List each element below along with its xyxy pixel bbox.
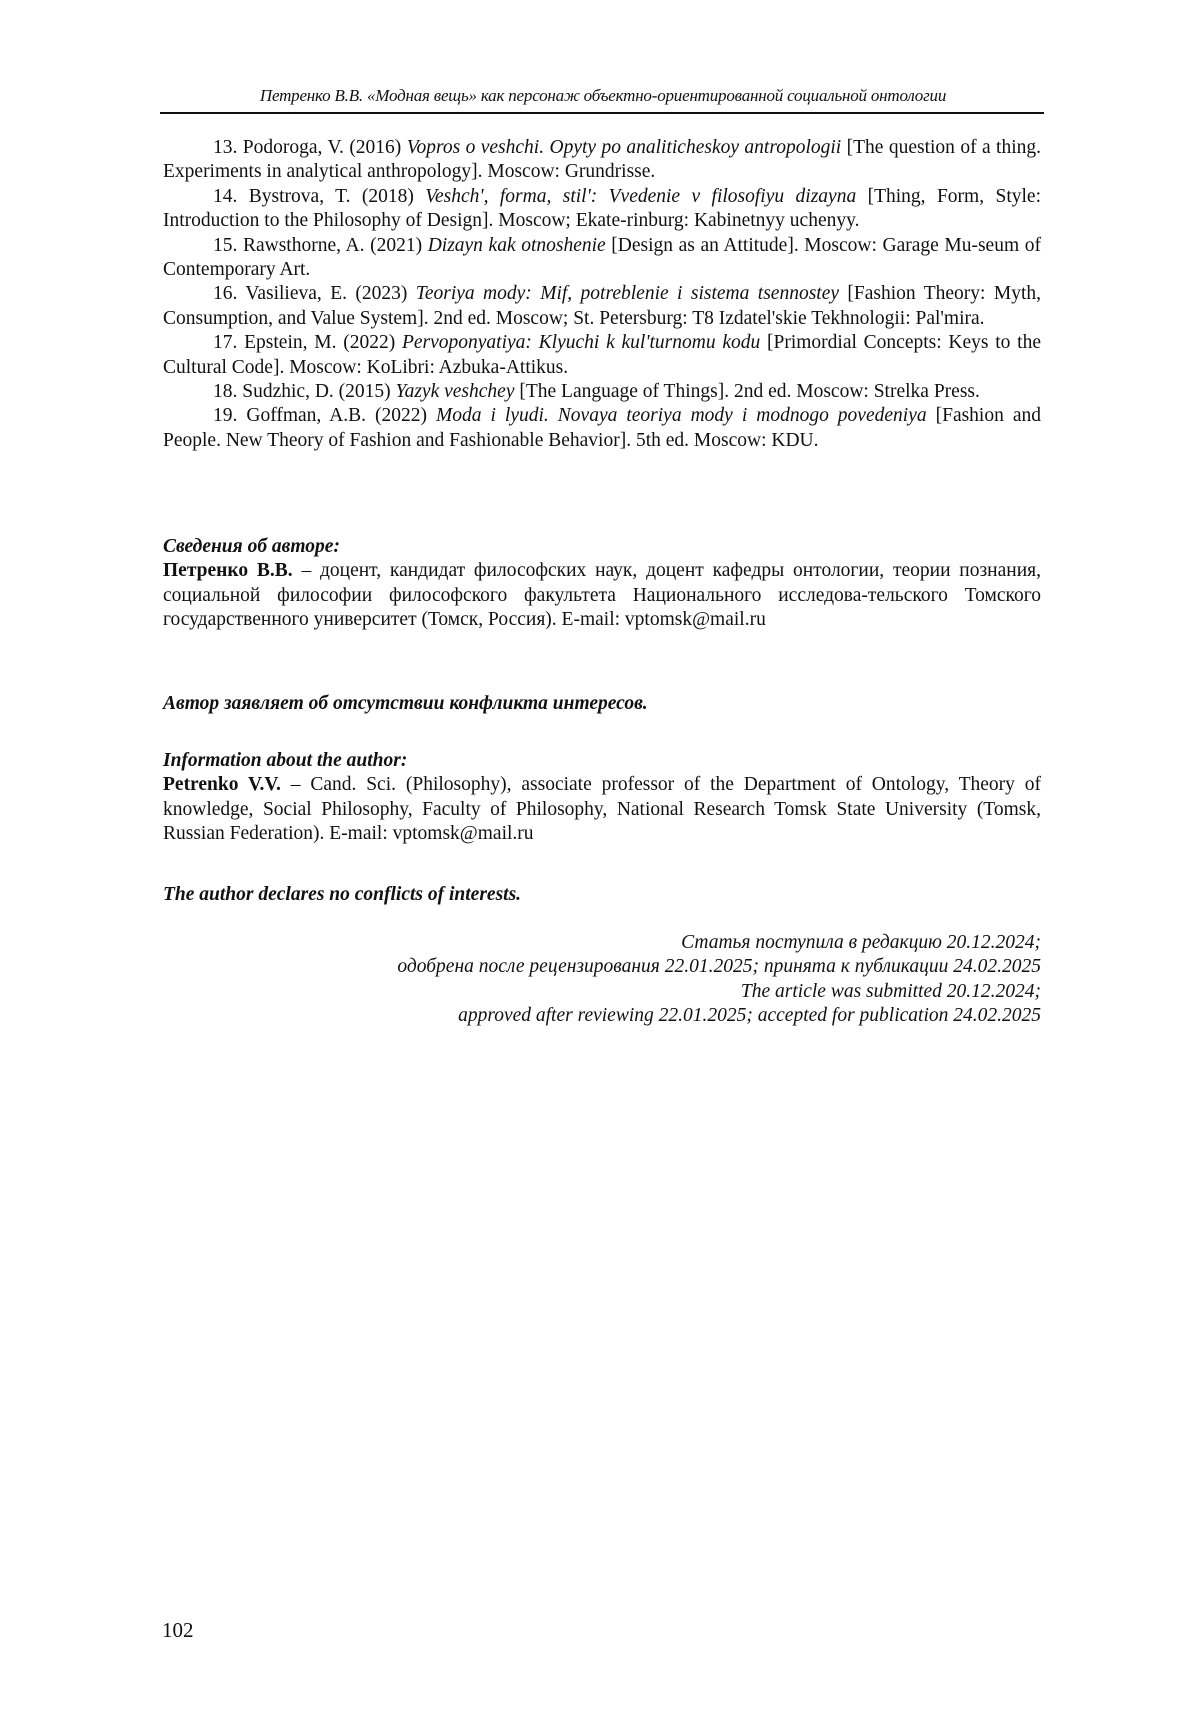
author-info-ru-heading: Сведения об авторе: <box>163 536 340 557</box>
ref-title: Yazyk veshchey <box>395 381 515 403</box>
ref-details: [Fashion Theory: Myth, Consumption, and Value System]. 2nd ed. Moscow; St. Petersburg: T8 Izdatel'skie Tekhnologii: Pal'mira. <box>163 283 1041 329</box>
author-info-en-heading: Information about the author: <box>163 750 408 771</box>
ref-details: [Fashion and People. New Theory of Fashion and Fashionable Behavior]. 5th ed. Moscow: KDU. <box>163 405 1042 451</box>
ref-author: 15. Rawsthorne, A. (2021) <box>213 234 428 256</box>
ref-author: 19. Goffman, A.B. (2022) <box>213 405 437 427</box>
ref-title: Vopros o veshchi. Opyty po analiticheskoy antropologii <box>406 137 842 158</box>
date-line: Статья поступила в редакцию 20.12.2024; <box>681 932 1041 953</box>
ref-title: Dizayn kak otnoshenie <box>427 234 606 256</box>
ref-details: [Design as an Attitude]. Moscow: Garage Mu-seum of Contemporary Art. <box>163 234 1041 281</box>
running-head: Петренко В.В. «Модная вещь» как персонаж объектно-ориентированной социальной онтологии <box>259 86 947 105</box>
ref-details: [Thing, Form, Style: Introduction to the Philosophy of Design]. Moscow; Ekate-rinburg: Kabinetnyy uchenyy. <box>163 185 1041 232</box>
reference-item <box>163 404 1041 453</box>
ref-title: Teoriya mody: Mif, potreblenie i sistema tsennostey <box>415 283 840 305</box>
author-info-ru <box>163 535 1041 633</box>
ref-author: 14. Bystrova, T. (2018) <box>213 185 426 207</box>
date-line: одобрена после рецензирования 22.01.2025; принята к публикации 24.02.2025 <box>397 956 1041 978</box>
ref-details: [The Language of Things]. 2nd ed. Moscow: Strelka Press. <box>514 381 980 403</box>
page-number: 102 <box>162 1618 194 1642</box>
ref-author: 18. Sudzhic, D. (2015) <box>213 381 396 403</box>
author-description-ru: – доцент, кандидат философских наук, доцент кафедры онтологии, теории познания, социальной философии философского факультета Национального исследова-тельского Томского государственного университет (Томск, Россия). E-mail: vptomsk@mail.ru <box>163 560 1041 631</box>
header-rule <box>160 112 1044 114</box>
reference-item <box>163 282 1041 331</box>
reference-item <box>163 136 1041 185</box>
ref-title: Pervoponyatiya: Klyuchi k kul'turnomu kodu <box>401 332 761 354</box>
article-dates <box>163 931 1041 1029</box>
ref-author: 16. Vasilieva, E. (2023) <box>213 283 416 305</box>
reference-item <box>163 234 1041 283</box>
author-name-ru: Петренко В.В. <box>163 560 293 582</box>
ref-details: [Primordial Concepts: Keys to the Cultural Code]. Moscow: KoLibri: Azbuka-Attikus. <box>163 332 1041 378</box>
ref-title: Veshch', forma, stil': Vvedenie v filosofiyu dizayna <box>425 185 857 207</box>
date-line: The article was submitted 20.12.2024; <box>740 980 1041 1002</box>
conflict-statement-ru: Автор заявляет об отсутствии конфликта интересов. <box>163 693 648 714</box>
conflict-statement-en: The author declares no conflicts of interests. <box>163 884 522 905</box>
reference-item <box>163 331 1041 380</box>
reference-item <box>163 185 1041 234</box>
ref-details: [The question of a thing. Experiments in analytical anthropology]. Moscow: Grundrisse. <box>163 137 1041 183</box>
reference-list <box>163 136 1041 453</box>
ref-author: 13. Podoroga, V. (2016) <box>213 137 407 158</box>
ref-author: 17. Epstein, M. (2022) <box>213 332 402 354</box>
author-name-en: Petrenko V.V. <box>163 774 281 796</box>
date-line: approved after reviewing 22.01.2025; accepted for publication 24.02.2025 <box>458 1005 1041 1027</box>
reference-item <box>163 380 1041 404</box>
ref-title: Moda i lyudi. Novaya teoriya mody i modnogo povedeniya <box>436 405 927 427</box>
author-description-en: – Cand. Sci. (Philosophy), associate professor of the Department of Ontology, Theory of knowledge, Social Philosophy, Faculty of Philosophy, National Research Tomsk State University (Tomsk, Russian Federation). E-mail: vptomsk@mail.ru <box>163 774 1041 845</box>
author-info-en <box>163 749 1041 847</box>
